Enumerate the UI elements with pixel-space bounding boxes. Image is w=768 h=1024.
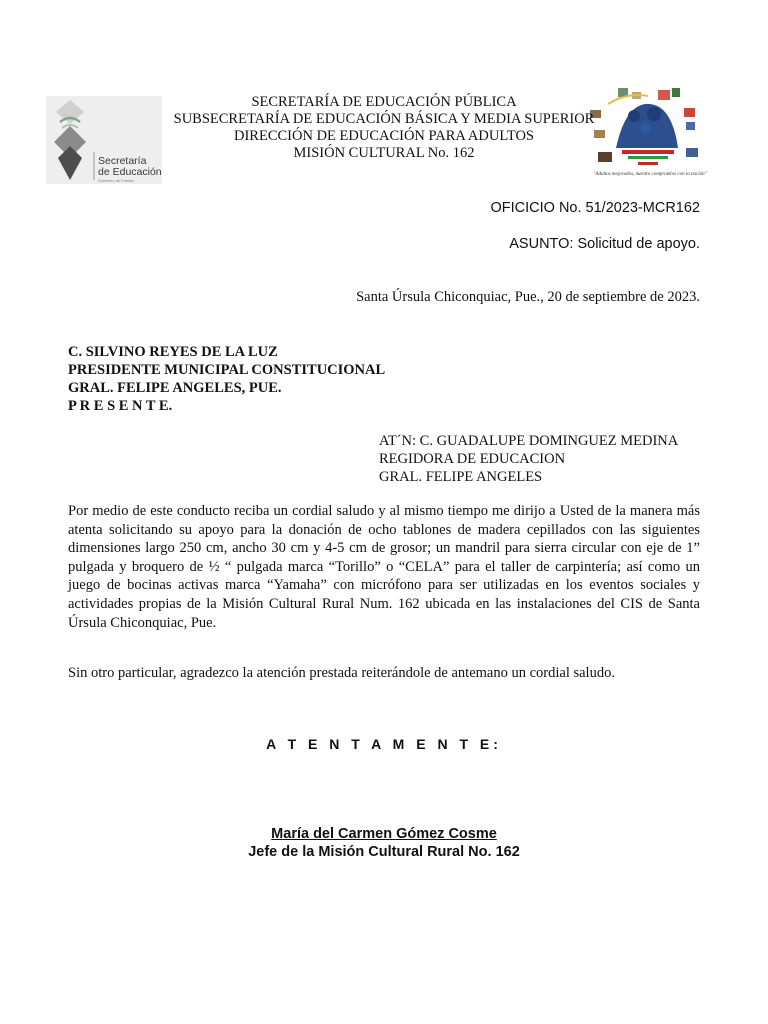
closing-paragraph: Sin otro particular, agradezco la atención prestada reiterándole de antemano un cordial saludo. (68, 665, 615, 681)
signature-block (0, 825, 768, 861)
logo-caption: "Adultos mejorados, nuestro compromiso con la nación" (593, 172, 707, 177)
recipient-title: PRESIDENTE MUNICIPAL CONSTITUCIONAL (68, 362, 386, 378)
asunto: ASUNTO: Solicitud de apoyo. (509, 236, 700, 252)
letterhead (160, 94, 608, 162)
header-mision: MISIÓN CULTURAL No. 162 (293, 145, 475, 161)
recipient-block (68, 343, 385, 415)
letter-body: Por medio de este conducto reciba un cordial saludo y al mismo tiempo me dirijo a Usted de la manera más atenta solicitando su apoyo para la donación de ocho tablones de madera cepillados con las siguientes dimensiones largo 250 cm, ancho 30 cm y 4-5 cm de grosor; un mandril para sierra circular con eje de 1” pulgada y broquero de ½ “ pulgada marca “Torillo” o “CELA” para el taller de carpintería; así como un juego de bocinas activas marca “Yamaha” con micrófono para ser utilizadas en los eventos sociales y actividades propias de la Misión Cultural Rural Num. 162 ubicada en las instalaciones del CIS de Santa Úrsula Chiconquiac, Pue. (68, 503, 700, 631)
recipient-name: C. SILVINO REYES DE LA LUZ (68, 344, 278, 360)
place-and-date: Santa Úrsula Chiconquiac, Pue., 20 de septiembre de 2023. (356, 289, 700, 305)
signer-name: María del Carmen Gómez Cosme (271, 826, 497, 842)
header-subsecretaria: SUBSECRETARÍA DE EDUCACIÓN BÁSICA Y MEDIA SUPERIOR (173, 111, 595, 127)
header-secretaria: SECRETARÍA DE EDUCACIÓN PÚBLICA (251, 94, 517, 110)
header-direccion: DIRECCIÓN DE EDUCACIÓN PARA ADULTOS (234, 128, 534, 144)
attention-title: REGIDORA DE EDUCACION (379, 451, 566, 467)
recipient-location: GRAL. FELIPE ANGELES, PUE. (68, 380, 282, 396)
presente: P R E S E N T E. (68, 398, 173, 414)
logo-text-secretaria: Secretaría (98, 155, 147, 167)
attention-block (379, 432, 678, 486)
logo-text-educacion: de Educación (98, 166, 162, 178)
attention-location: GRAL. FELIPE ANGELES (379, 469, 543, 485)
atentamente-heading: A T E N T A M E N T E: (266, 736, 502, 752)
attention-name: AT´N: C. GUADALUPE DOMINGUEZ MEDINA (379, 433, 679, 449)
oficio-number: OFICICIO No. 51/2023-MCR162 (490, 200, 700, 216)
signer-title: Jefe de la Misión Cultural Rural No. 162 (248, 844, 520, 860)
secretaria-educacion-logo (46, 96, 162, 184)
logo-text-gobierno: Gobierno de Puebla (98, 178, 134, 183)
